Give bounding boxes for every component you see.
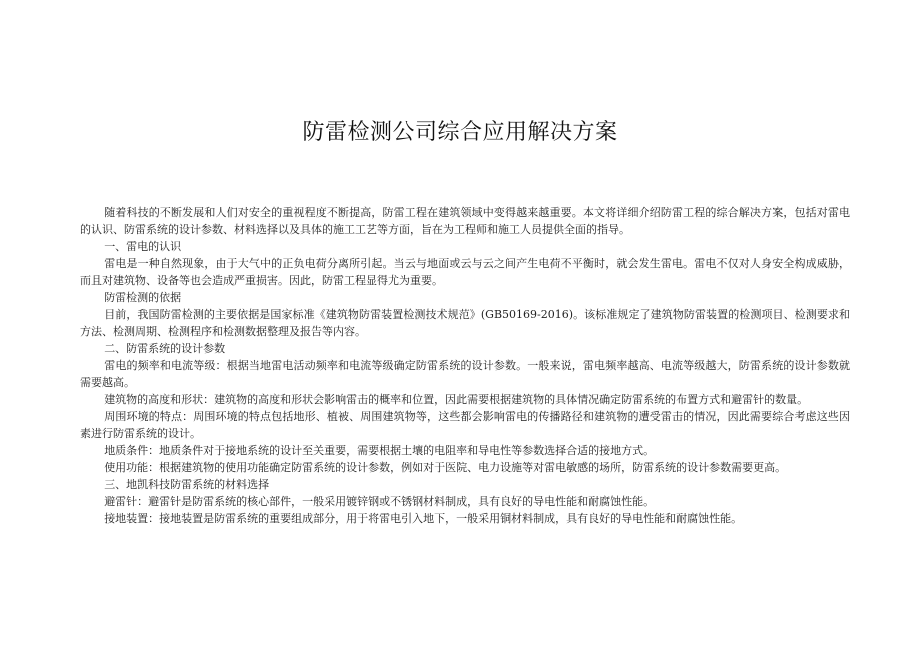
paragraph-intro: 随着科技的不断发展和人们对安全的重视程度不断提高，防雷工程在建筑领域中变得越来越重要。本文将详细介绍防雷工程的综合解决方案，包括对雷电的认识、防雷系统的设计参数、材料选择以及具体的施工工艺等方面，旨在为工程师和施工人员提供全面的指导。	[80, 206, 850, 236]
paragraph-lightning-rod: 避雷针：避雷针是防雷系统的核心部件，一般采用镀锌钢或不锈钢材料制成，具有良好的导电性能和耐腐蚀性能。	[104, 495, 655, 508]
paragraph-grounding-device: 接地装置：接地装置是防雷系统的重要组成部分，用于将雷电引入地下，一般采用铜材料制成，具有良好的导电性能和耐腐蚀性能。	[104, 512, 743, 525]
paragraph-frequency-current: 雷电的频率和电流等级：根据当地雷电活动频率和电流等级确定防雷系统的设计参数。一般来说，雷电频率越高、电流等级越大，防雷系统的设计参数就需要越高。	[80, 359, 850, 389]
paragraph-surrounding-environment: 周围环境的特点：周围环境的特点包括地形、植被、周围建筑物等，这些都会影响雷电的传播路径和建筑物的遭受雷击的情况，因此需要综合考虑这些因素进行防雷系统的设计。	[80, 410, 850, 440]
paragraph-usage-function: 使用功能：根据建筑物的使用功能确定防雷系统的设计参数，例如对于医院、电力设施等对雷电敏感的场所，防雷系统的设计参数需要更高。	[104, 461, 787, 474]
document-body	[80, 204, 850, 527]
document-title: 防雷检测公司综合应用解决方案	[302, 120, 618, 145]
subheading-detection-basis: 防雷检测的依据	[104, 291, 182, 304]
section-heading-1: 一、雷电的认识	[104, 240, 182, 253]
paragraph-lightning-phenomenon: 雷电是一种自然现象，由于大气中的正负电荷分离所引起。当云与地面或云与云之间产生电荷不平衡时，就会发生雷电。雷电不仅对人身安全构成威胁，而且对建筑物、设备等也会造成严重损害。因此，防雷工程显得尤为重要。	[80, 257, 850, 287]
section-heading-3: 三、地凯科技防雷系统的材料选择	[104, 478, 270, 491]
paragraph-building-height-shape: 建筑物的高度和形状：建筑物的高度和形状会影响雷击的概率和位置，因此需要根据建筑物的具体情况确定防雷系统的布置方式和避雷针的数量。	[104, 393, 809, 406]
paragraph-geological-conditions: 地质条件：地质条件对于接地系统的设计至关重要，需要根据土壤的电阻率和导电性等参数选择合适的接地方式。	[104, 444, 655, 457]
section-heading-2: 二、防雷系统的设计参数	[104, 342, 226, 355]
paragraph-detection-standard: 目前，我国防雷检测的主要依据是国家标准《建筑物防雷装置检测技术规范》(GB50169-2016)。该标准规定了建筑物防雷装置的检测项目、检测要求和方法、检测周期、检测程序和检测数据整理及报告等内容。	[80, 308, 850, 338]
